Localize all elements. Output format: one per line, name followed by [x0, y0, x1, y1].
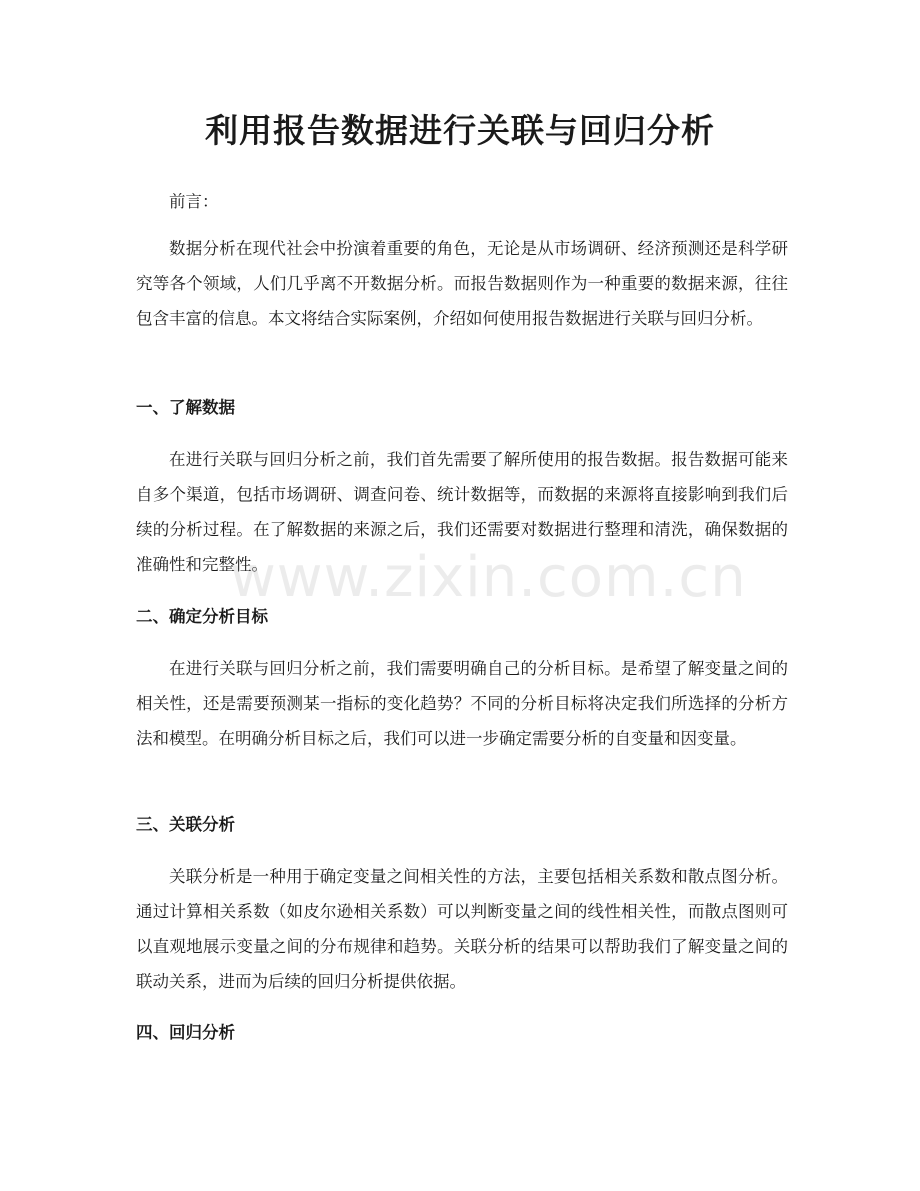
section-heading-2: 二、确定分析目标 [136, 607, 268, 626]
section-paragraph-3: 关联分析是一种用于确定变量之间相关性的方法，主要包括相关系数和散点图分析。通过计算相关系数（如皮尔逊相关系数）可以判断变量之间的线性相关性，而散点图则可以直观地展示变量之间的分布规律和趋势。关联分析的结果可以帮助我们了解变量之间的联动关系，进而为后续的回归分析提供依据。 [136, 867, 788, 991]
section-heading-1: 一、了解数据 [136, 398, 235, 417]
preface-label: 前言： [169, 192, 219, 211]
section-heading-4: 四、回归分析 [136, 1023, 235, 1042]
preface-paragraph: 数据分析在现代社会中扮演着重要的角色，无论是从市场调研、经济预测还是科学研究等各个领域，人们几乎离不开数据分析。而报告数据则作为一种重要的数据来源，往往包含丰富的信息。本文将结合实际案例，介绍如何使用报告数据进行关联与回归分析。 [136, 239, 788, 328]
section-heading-3: 三、关联分析 [136, 815, 235, 834]
watermark-text: www.zixin.com.cn [230, 545, 747, 610]
document-title: 利用报告数据进行关联与回归分析 [205, 111, 715, 150]
section-paragraph-1: 在进行关联与回归分析之前，我们首先需要了解所使用的报告数据。报告数据可能来自多个渠道，包括市场调研、调查问卷、统计数据等，而数据的来源将直接影响到我们后续的分析过程。在了解数据的来源之后，我们还需要对数据进行整理和清洗，确保数据的准确性和完整性。 [136, 450, 788, 574]
section-paragraph-2: 在进行关联与回归分析之前，我们需要明确自己的分析目标。是希望了解变量之间的相关性，还是需要预测某一指标的变化趋势？不同的分析目标将决定我们所选择的分析方法和模型。在明确分析目标之后，我们可以进一步确定需要分析的自变量和因变量。 [136, 659, 788, 748]
